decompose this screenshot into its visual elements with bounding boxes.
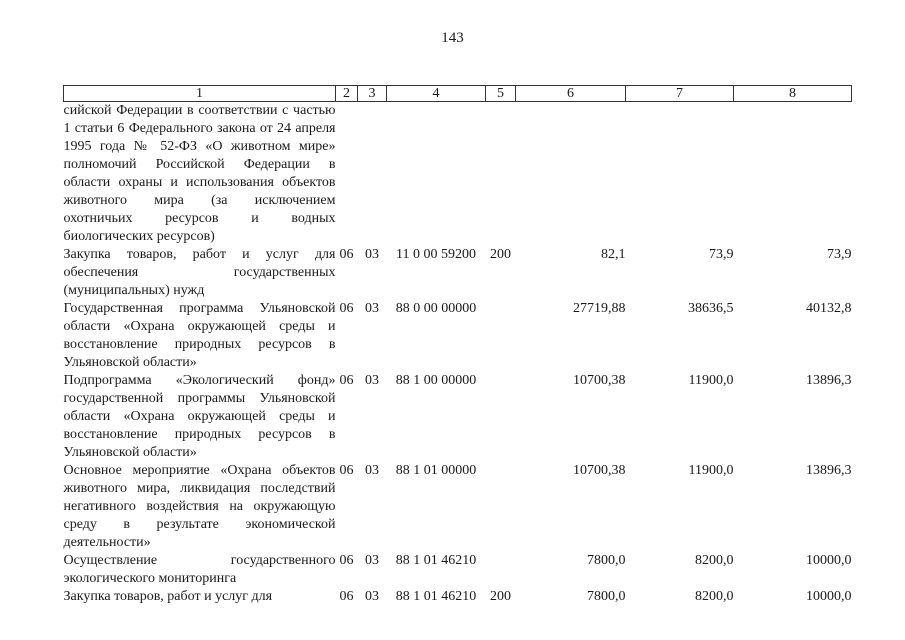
table-row xyxy=(64,462,852,552)
row-name: Основное мероприятие «Охрана объектов животного мира, ликвидация последствий негативного воздействия на окружающую среду в результате экономической деятельности» xyxy=(63,463,336,550)
row-year1: 27719,88 xyxy=(573,301,626,316)
table-row xyxy=(64,552,852,588)
row-vr xyxy=(486,102,516,247)
row-year1: 82,1 xyxy=(601,247,626,262)
row-name: Подпрограмма «Экологический фонд» государственной программы Ульяновской области «Охрана окружающей среды и восстановление природных ресурсов в Ульяновской области» xyxy=(63,373,336,460)
table-row xyxy=(64,246,852,300)
row-pr: 03 xyxy=(365,301,379,316)
header-col-1: 1 xyxy=(64,86,336,102)
row-name: Государственная программа Ульяновской области «Охрана окружающей среды и восстановление природных ресурсов в Ульяновской области» xyxy=(63,301,336,370)
row-year1 xyxy=(516,102,626,247)
header-col-4: 4 xyxy=(387,86,486,102)
header-col-3: 3 xyxy=(358,86,387,102)
row-year3: 40132,8 xyxy=(806,301,852,316)
row-pr: 03 xyxy=(365,553,379,568)
row-name: Осуществление государственного экологического мониторинга xyxy=(63,553,336,586)
header-col-7: 7 xyxy=(626,86,734,102)
row-year1: 10700,38 xyxy=(573,373,626,388)
row-csr: 88 1 00 00000 xyxy=(395,373,477,388)
row-rz: 06 xyxy=(339,463,354,478)
row-vr xyxy=(486,462,516,552)
row-csr: 11 0 00 59200 xyxy=(396,247,476,262)
row-rz: 06 xyxy=(339,301,354,316)
row-vr: 200 xyxy=(490,589,511,604)
row-rz: 06 xyxy=(339,373,354,388)
row-year3: 10000,0 xyxy=(806,589,852,604)
header-col-8: 8 xyxy=(734,86,852,102)
row-year3: 13896,3 xyxy=(806,373,852,388)
table-row xyxy=(64,588,852,606)
row-pr: 03 xyxy=(365,373,379,388)
row-csr: 88 1 01 00000 xyxy=(395,463,477,478)
row-year1: 7800,0 xyxy=(587,553,626,568)
row-csr: 88 1 01 46210 xyxy=(395,589,477,604)
row-year3 xyxy=(734,102,852,247)
row-name: Закупка товаров, работ и услуг для xyxy=(63,589,273,604)
row-pr: 03 xyxy=(365,247,379,262)
row-year2: 8200,0 xyxy=(695,553,734,568)
row-rz: 06 xyxy=(339,247,354,262)
row-year2: 11900,0 xyxy=(688,373,734,388)
table-row xyxy=(64,372,852,462)
table-header-row xyxy=(64,86,852,102)
row-year2: 73,9 xyxy=(709,247,734,262)
row-csr: 88 1 01 46210 xyxy=(395,553,477,568)
row-year3: 73,9 xyxy=(827,247,852,262)
row-vr: 200 xyxy=(490,247,511,262)
row-rz: 06 xyxy=(339,589,354,604)
row-rz xyxy=(336,102,358,247)
row-rz: 06 xyxy=(339,553,354,568)
row-vr xyxy=(486,300,516,372)
row-year2 xyxy=(626,102,734,247)
header-col-5: 5 xyxy=(486,86,516,102)
table-row xyxy=(64,102,852,247)
table-row xyxy=(64,300,852,372)
header-col-2: 2 xyxy=(336,86,358,102)
row-year1: 7800,0 xyxy=(587,589,626,604)
page-number: 143 xyxy=(441,30,464,46)
row-year2: 8200,0 xyxy=(695,589,734,604)
row-year2: 38636,5 xyxy=(688,301,734,316)
budget-table xyxy=(63,85,852,606)
row-pr: 03 xyxy=(365,589,379,604)
row-vr xyxy=(486,372,516,462)
row-year1: 10700,38 xyxy=(573,463,626,478)
row-csr: 88 0 00 00000 xyxy=(395,301,477,316)
row-year3: 10000,0 xyxy=(806,553,852,568)
row-name: сийской Федерации в соответствии с частью 1 статьи 6 Федерального закона от 24 апреля 1995 года № 52-ФЗ «О животном мире» полномочий Российской Федерации в области охраны и использования объектов животного мира (за исключением охотничьих ресурсов и водных биологических ресурсов) xyxy=(63,103,336,244)
row-csr xyxy=(387,102,486,247)
row-name: Закупка товаров, работ и услуг для обеспечения государственных (муниципальных) нужд xyxy=(63,247,336,298)
header-col-6: 6 xyxy=(516,86,626,102)
row-year3: 13896,3 xyxy=(806,463,852,478)
row-vr xyxy=(486,552,516,588)
row-year2: 11900,0 xyxy=(688,463,734,478)
row-pr: 03 xyxy=(365,463,379,478)
row-pr xyxy=(358,102,387,247)
